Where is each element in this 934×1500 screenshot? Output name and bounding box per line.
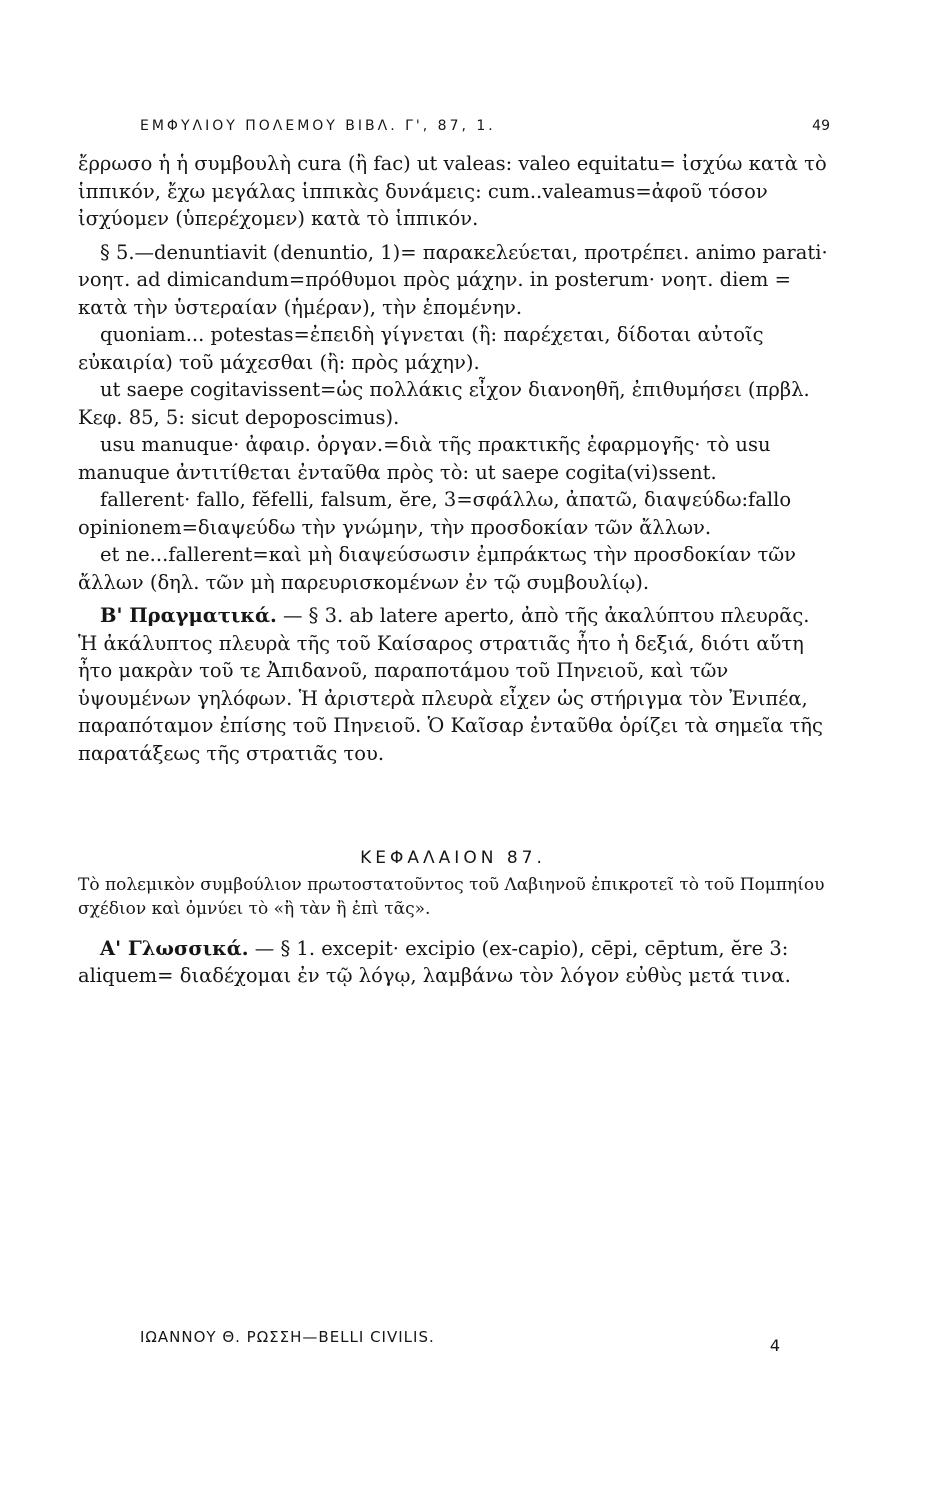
paragraph-et-ne-fallerent: et ne...fallerent=καὶ μὴ διαψεύσωσιν ἐμπράκτως τὴν προσδοκίαν τῶν ἄλλων (δηλ. τῶν μὴ παρευρισκομένων ἐν τῷ συμβουλίῳ). (78, 543, 797, 594)
sheet-mark: 4 (769, 1336, 780, 1355)
section-a-heading: Α' Γλωσσικά. (100, 936, 249, 960)
section-b-text: — § 3. ab latere aperto, ἀπὸ τῆς ἀκαλύπτου πλευρᾶς. Ἡ ἀκάλυπτος πλευρὰ τῆς τοῦ Καίσαρος στρατιᾶς ἦτο ἡ δεξιά, διότι αὕτη ἦτο μακρὰν τοῦ τε Ἀπιδανοῦ, παραποτάμου τοῦ Πηνειοῦ, καὶ τῶν ὑψουμένων γηλόφων. Ἡ ἀριστερὰ πλευρὰ εἶχεν ὡς στήριγμα τὸν Ἐνιπέα, παραπόταμον ἐπίσης τοῦ Πηνειοῦ. Ὁ Καῖσαρ ἐνταῦθα ὁρίζει τὰ σημεῖα τῆς παρατάξεως τῆς στρατιᾶς του. (78, 604, 823, 765)
page-body (78, 150, 828, 990)
section-b-heading: Β' Πραγματικά. (100, 604, 277, 627)
paragraph-usu-manuque: usu manuque· ἀφαιρ. ὀργαν.=διὰ τῆς πρακτικῆς ἐφαρμογῆς· τὸ usu manuque ἀντιτίθεται ἐνταῦθα πρὸς τὸ: ut saepe cogita(vi)ssent. (78, 433, 771, 484)
paragraph-fallerent: fallerent· fallo, fĕfelli, falsum, ĕre, 3=σφάλλω, ἀπατῶ, διαψεύδω:fallo opinionem=διαψεύδω τὴν γνώμην, τὴν προσδοκίαν τῶν ἄλλων. (78, 488, 792, 539)
paragraph-valeas: ἔρρωσο ἡ ἡ συμβουλὴ cura (ἢ fac) ut valeas: valeo equitatu= ἰσχύω κατὰ τὸ ἱππικόν, ἔχω μεγάλας ἱππικὰς δυνάμεις: cum..valeamus=ἀφοῦ τόσον ἰσχύομεν (ὑπερέχομεν) κατὰ τὸ ἱππικόν. (78, 152, 827, 230)
section-a-paragraph (78, 935, 828, 990)
paragraph-quoniam: quoniam... potestas=ἐπειδὴ γίγνεται (ἢ: παρέχεται, δίδοται αὐτοῖς εὐκαιρία) τοῦ μάχεσθαι (ἢ: πρὸς μάχην). (78, 323, 764, 374)
paragraph-cogitavissent: ut saepe cogitavissent=ὡς πολλάκις εἶχον διανοηθῆ, ἐπιθυμήσει (πρβλ. Κεφ. 85, 5: sicut depoposcimus). (78, 378, 810, 429)
printer-signature: ΙΩΑΝΝΟΥ Θ. ΡΩΣΣΗ—BELLI CIVILIS. (140, 1328, 435, 1346)
chapter-heading: ΚΕΦΑΛΑΙΟΝ 87. (360, 848, 546, 868)
page-header (140, 118, 830, 142)
page-number: 49 (812, 118, 830, 134)
section-b-paragraph (78, 602, 828, 767)
page-footer (140, 1328, 780, 1356)
chapter-summary: Τὸ πολεμικὸν συμβούλιον πρωτοστατοῦντος τοῦ Λαβιηνοῦ ἐπικροτεῖ τὸ τοῦ Πομπηίου σχέδιον καὶ ὀμνύει τὸ «ἢ τὰν ἢ ἐπὶ τᾶς». (78, 874, 825, 919)
section-a-text: — § 1. excepit· excipio (ex-capio), cēpi, cēptum, ĕre 3: aliquem= διαδέχομαι ἐν τῷ λόγῳ, λαμβάνω τὸν λόγον εὐθὺς μετά τινα. (78, 936, 791, 987)
running-head: ΕΜΦΥΛΙΟΥ ΠΟΛΕΜΟΥ ΒΙΒΛ. Γ', 87, 1. (140, 118, 496, 134)
paragraph-denuntiavit: § 5.—denuntiavit (denuntio, 1)= παρακελεύεται, προτρέπει. animo parati· νοητ. ad dimicandum=πρόθυμοι πρὸς μάχην. in posterum· νοητ. diem = κατὰ τὴν ὑστεραίαν (ἡμέραν), τὴν ἑπομένην. (78, 240, 828, 319)
